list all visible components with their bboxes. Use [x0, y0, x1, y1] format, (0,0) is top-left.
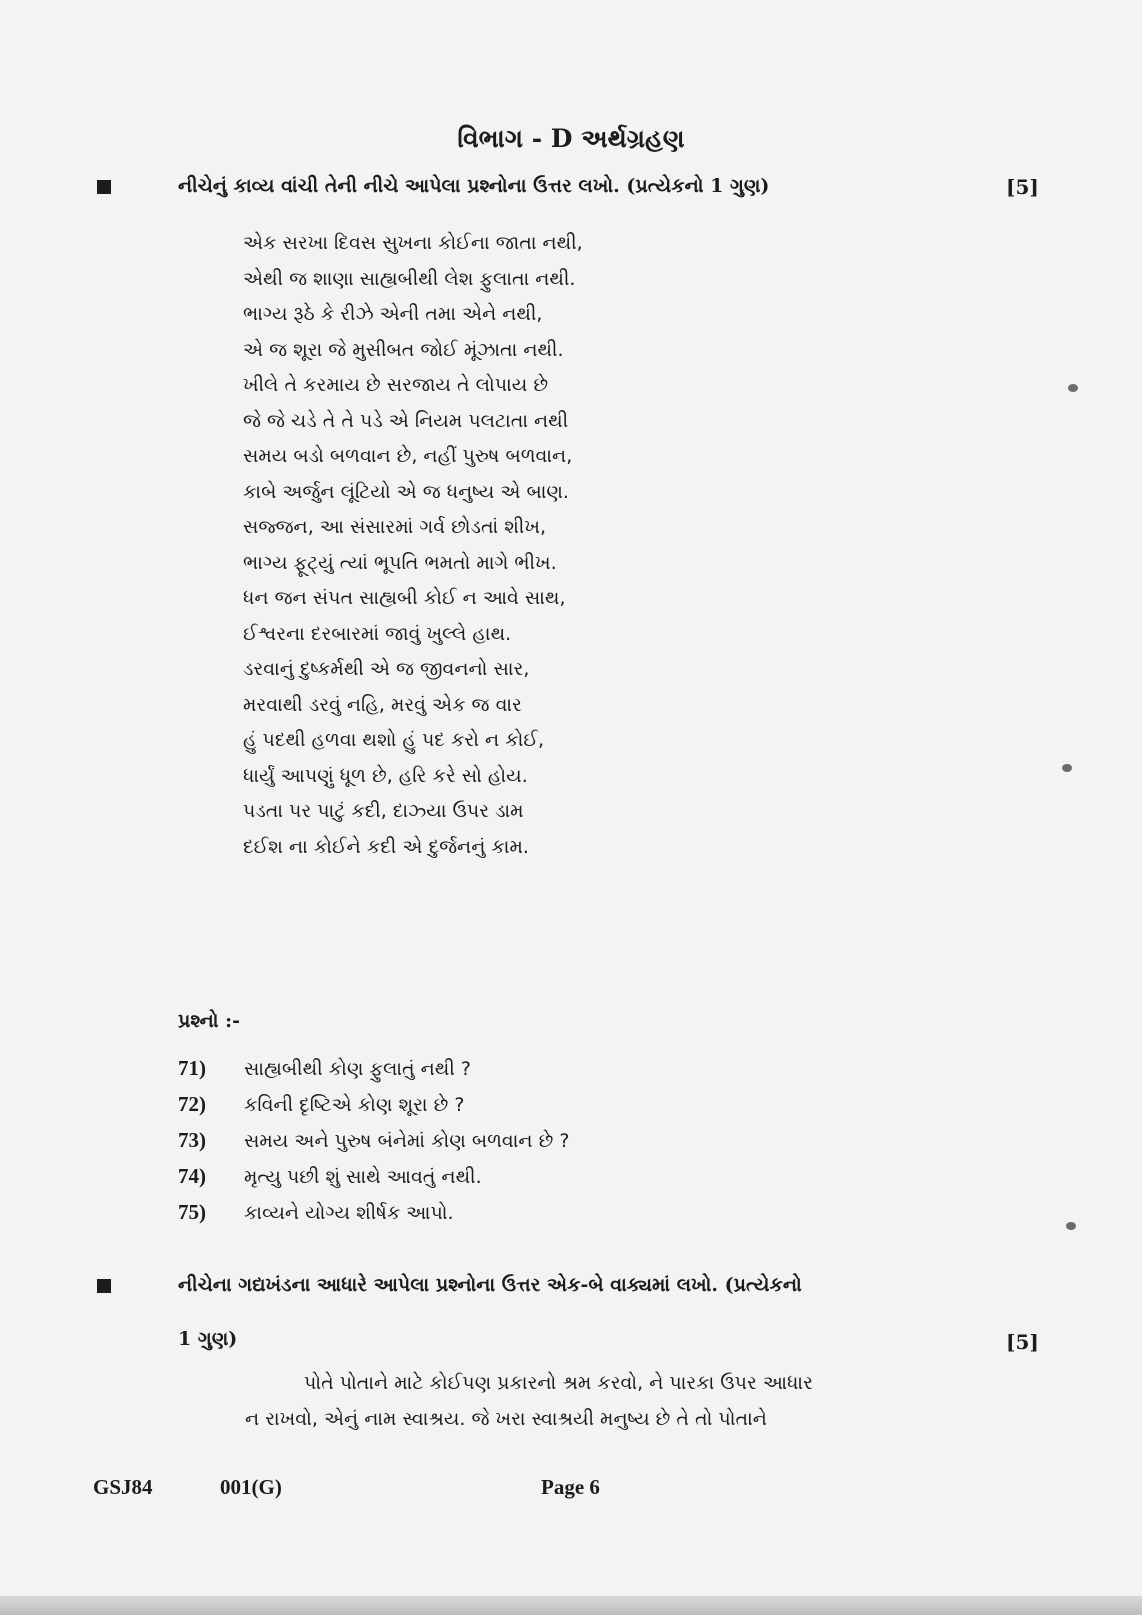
- poem-line: હું પદથી હળવા થશો હું પદ કરો ન કોઈ,: [243, 729, 545, 751]
- question-text: મૃત્યુ પછી શું સાથે આવતું નથી.: [244, 1166, 482, 1188]
- question-item: [178, 1086, 569, 1122]
- poem-line: એ જ શૂરા જે મુસીબત જોઈ મૂંઝાતા નથી.: [243, 338, 564, 361]
- question-number: 73): [178, 1128, 206, 1152]
- question-number: 72): [178, 1092, 206, 1116]
- question-item: [178, 1194, 569, 1230]
- poem-line: ઈશ્વરના દરબારમાં જાવું ખુલ્લે હાથ.: [243, 622, 512, 645]
- question-text: કાવ્યને યોગ્ય શીર્ષક આપો.: [244, 1202, 454, 1224]
- poem-line: જે જે ચડે તે તે પડે એ નિયમ પલટાતા નથી: [243, 409, 569, 432]
- bullet-square: [97, 180, 111, 194]
- poem-line: ખીલે તે કરમાય છે સરજાય તે લોપાય છે: [243, 374, 549, 396]
- prose-instruction-cont: 1 ગુણ): [178, 1328, 238, 1350]
- question-number: 71): [178, 1056, 206, 1080]
- poem: [243, 226, 583, 865]
- question-text: સાહ્યબીથી કોણ ફુલાતું નથી ?: [244, 1058, 471, 1080]
- question-item: [178, 1158, 569, 1194]
- poem-line: એક સરખા દિવસ સુખના કોઈના જાતા નથી,: [243, 232, 583, 254]
- poem-line: સમય બડો બળવાન છે, નહીં પુરુષ બળવાન,: [243, 445, 573, 467]
- poem-line: એથી જ શાણા સાહ્યબીથી લેશ ફુલાતા નથી.: [243, 267, 576, 290]
- poem-line: ભાગ્ય રૂઠે કે રીઝે એની તમા એને નથી,: [243, 303, 543, 325]
- poem-line: મરવાથી ડરવું નહિ, મરવું એક જ વાર: [243, 693, 522, 716]
- question-item: [178, 1122, 569, 1158]
- poem-line: પડતા પર પાટું કદી, દાઝ્યા ઉપર ડામ: [243, 800, 524, 822]
- scan-speck: [1066, 1222, 1076, 1230]
- question-number: 75): [178, 1200, 206, 1224]
- question-text: સમય અને પુરુષ બંનેમાં કોણ બળવાન છે ?: [244, 1130, 570, 1152]
- footer-code: GSJ84: [93, 1475, 153, 1499]
- question-list: [178, 1050, 569, 1230]
- question-item: [178, 1050, 569, 1086]
- scan-edge: [0, 1596, 1142, 1615]
- poem-line: સજ્જન, આ સંસારમાં ગર્વ છોડતાં શીખ,: [243, 516, 546, 538]
- section-title: વિભાગ - D અર્થગ્રહણ: [457, 124, 685, 153]
- prose-line: પોતે પોતાને માટે કોઈપણ પ્રકારનો શ્રમ કરવો, ને પારકા ઉપર આધાર: [304, 1372, 813, 1394]
- questions-heading: પ્રશ્નો :-: [178, 1010, 241, 1032]
- poem-line: ડરવાનું દુષ્કર્મથી એ જ જીવનનો સાર,: [243, 658, 530, 680]
- poem-line: દઈશ ના કોઈને કદી એ દુર્જનનું કામ.: [243, 835, 529, 858]
- poem-line: ધન જન સંપત સાહ્યબી કોઈ ન આવે સાથ,: [243, 587, 566, 609]
- poem-line: ધાર્યું આપણું ધૂળ છે, હરિ કરે સો હોય.: [243, 764, 528, 787]
- poem-line: કાબે અર્જુન લૂંટિયો એ જ ધનુષ્ય એ બાણ.: [243, 480, 569, 503]
- poem-instruction: નીચેનું કાવ્ય વાંચી તેની નીચે આપેલા પ્રશ્નોના ઉત્તર લખો. (પ્રત્યેકનો 1 ગુણ): [178, 175, 770, 197]
- poem-line: ભાગ્ય ફૂટ્યું ત્યાં ભૂપતિ ભમતો માગે ભીખ.: [243, 551, 557, 574]
- poem-marks: [5]: [1006, 175, 1039, 199]
- prose-line: ન રાખવો, એનું નામ સ્વાશ્રય. જે ખરા સ્વાશ્રયી મનુષ્ય છે તે તો પોતાને: [245, 1408, 767, 1430]
- prose-marks: [5]: [1006, 1330, 1039, 1354]
- question-number: 74): [178, 1164, 206, 1188]
- question-text: કવિની દૃષ્ટિએ કોણ શૂરા છે ?: [244, 1094, 465, 1116]
- bullet-square: [97, 1279, 111, 1293]
- footer-paper: 001(G): [220, 1475, 282, 1499]
- prose-instruction: નીચેના ગદ્યખંડના આધારે આપેલા પ્રશ્નોના ઉત્તર એક-બે વાક્યમાં લખો. (પ્રત્યેકનો: [178, 1274, 802, 1296]
- scan-speck: [1062, 764, 1072, 772]
- footer-page-number: Page 6: [541, 1475, 600, 1499]
- scan-speck: [1068, 384, 1078, 392]
